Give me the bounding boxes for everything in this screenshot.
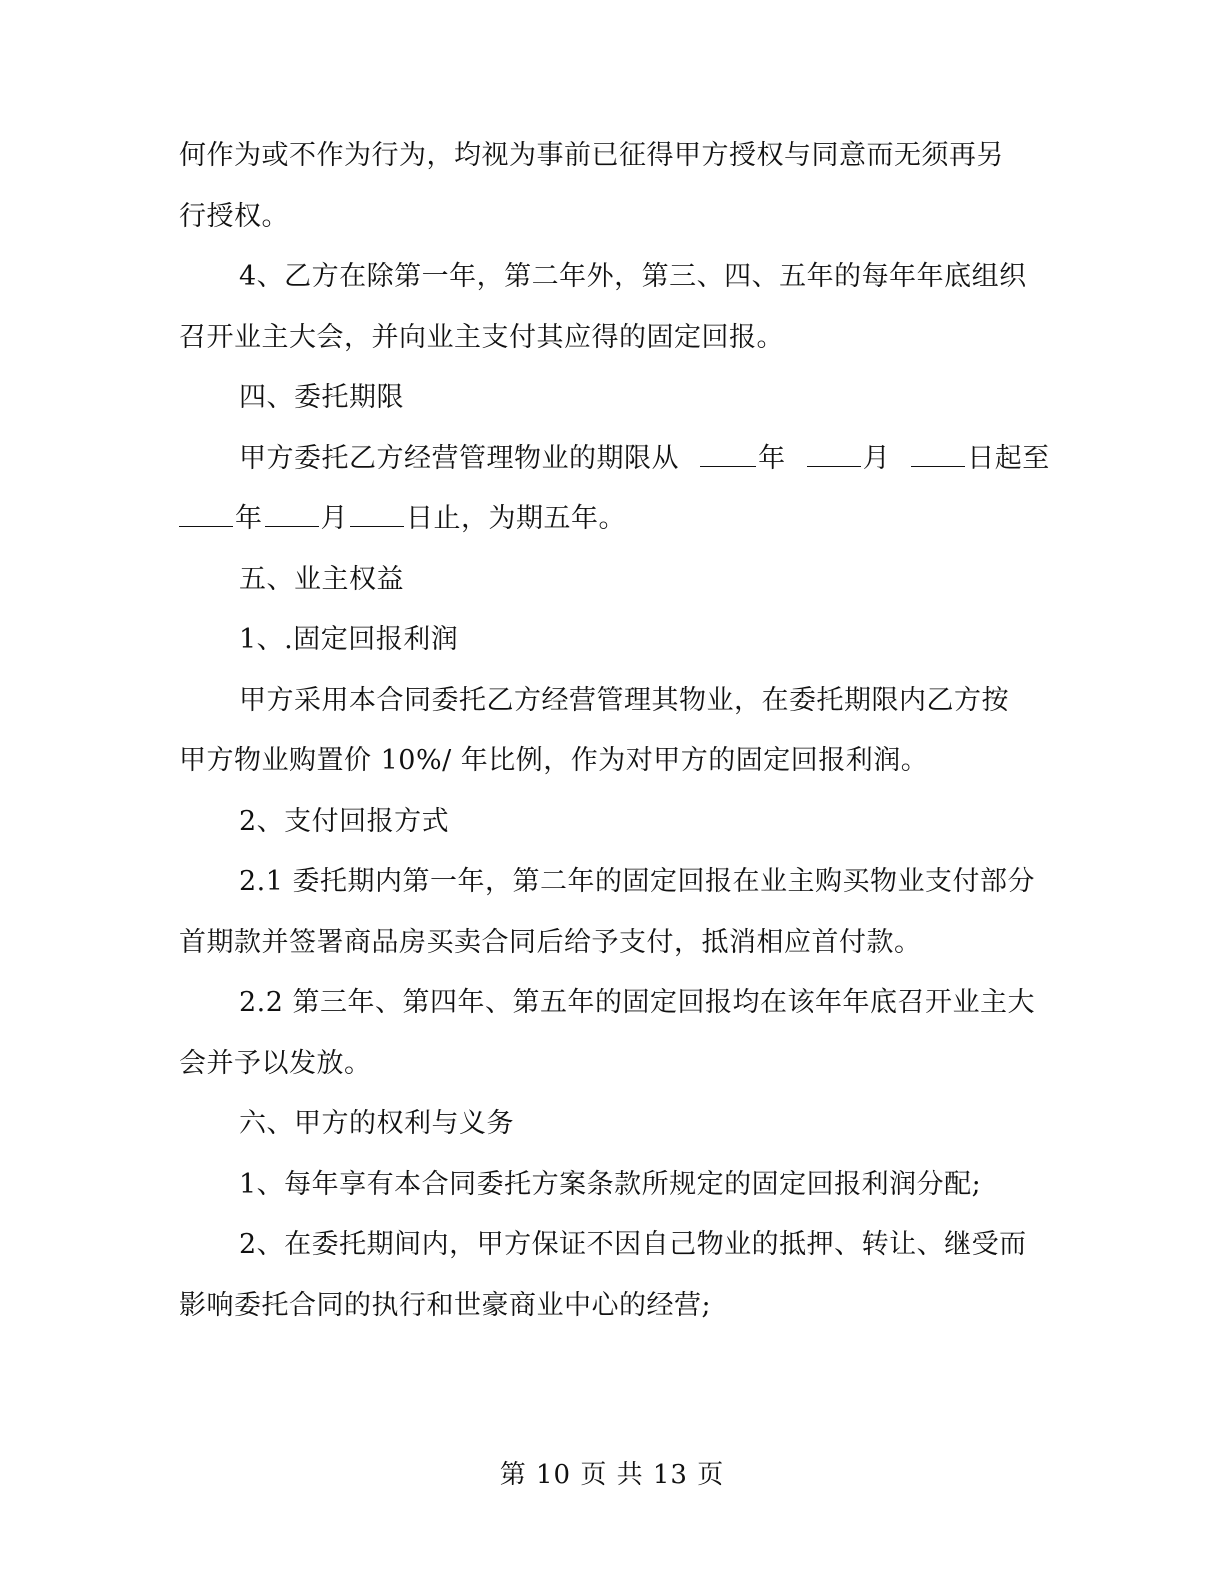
subsection-heading: 2、支付回报方式 (239, 805, 450, 837)
paragraph-line: 何作为或不作为行为，均视为事前已征得甲方授权与同意而无须再另 (179, 140, 1004, 171)
blank-start-day (911, 444, 965, 467)
month-word: 月 (862, 442, 891, 474)
term-end-text: 日止，为期五年。 (406, 503, 626, 534)
paragraph-line: 召开业主大会，并向业主支付其应得的固定回报。 (179, 321, 784, 353)
paragraph-line: 2.2 第三年、第四年、第五年的固定回报均在该年年底召开业主大 (239, 987, 1036, 1018)
document-body (179, 126, 1050, 1336)
section-heading: 五、业主权益 (239, 563, 404, 595)
paragraph-line: 行授权。 (179, 200, 289, 232)
paragraph-line: 1、每年享有本合同委托方案条款所规定的固定回报利润分配; (239, 1168, 982, 1200)
section-heading: 四、委托期限 (239, 382, 404, 413)
day-from-word: 日起至 (967, 442, 1050, 474)
paragraph-line: 甲方物业购置价 10%/ 年比例，作为对甲方的固定回报利润。 (179, 745, 929, 776)
paragraph-line: 会并予以发放。 (179, 1047, 372, 1079)
blank-end-day (350, 504, 404, 527)
blank-end-year (179, 504, 233, 527)
paragraph-line: 4、乙方在除第一年，第二年外，第三、四、五年的每年年底组织 (239, 261, 1027, 292)
paragraph-line: 2、在委托期间内，甲方保证不因自己物业的抵押、转让、继受而 (239, 1229, 1027, 1260)
paragraph-line: 首期款并签署商品房买卖合同后给予支付，抵消相应首付款。 (179, 926, 922, 958)
paragraph-line: 2.1 委托期内第一年，第二年的固定回报在业主购买物业支付部分 (239, 866, 1036, 897)
subsection-heading: 1、.固定回报利润 (239, 624, 459, 655)
term-end-line (179, 489, 1039, 550)
blank-start-month (807, 444, 861, 467)
section-heading: 六、甲方的权利与义务 (239, 1108, 514, 1139)
paragraph-line: 影响委托合同的执行和世豪商业中心的经营; (179, 1289, 712, 1321)
term-period-text: 甲方委托乙方经营管理物业的期限从 (239, 442, 679, 474)
month-word: 月 (320, 503, 348, 534)
blank-start-year (700, 444, 756, 467)
year-word: 年 (758, 442, 786, 474)
blank-end-month (265, 504, 319, 527)
year-word: 年 (235, 503, 263, 534)
paragraph-line: 甲方采用本合同委托乙方经营管理其物业，在委托期限内乙方按 (239, 684, 1009, 716)
term-period-line (179, 429, 1050, 490)
page-number-footer: 第 10 页 共 13 页 (499, 1460, 725, 1490)
